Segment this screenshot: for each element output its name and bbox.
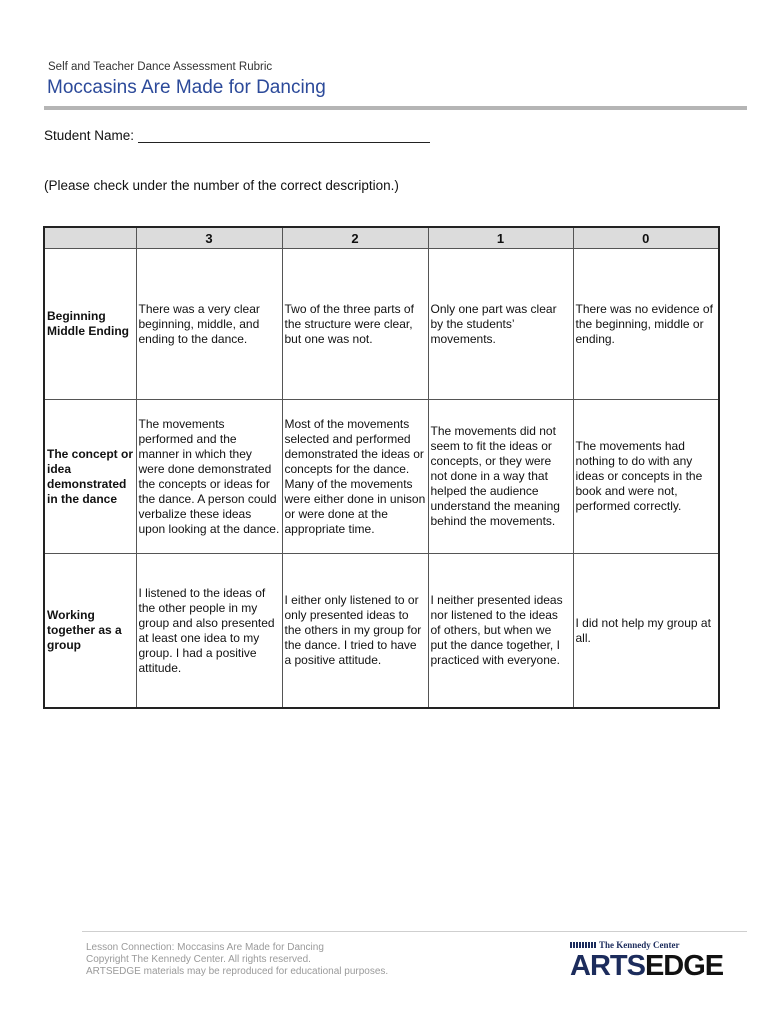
- rubric-cell-score-3[interactable]: There was a very clear beginning, middle, and ending to the dance.: [136, 249, 282, 400]
- doc-subtitle: Self and Teacher Dance Assessment Rubric: [48, 61, 273, 73]
- artsedge-arts-text: ARTS: [570, 950, 645, 982]
- student-name-field[interactable]: [138, 128, 430, 143]
- header-cell-score-0: 0: [573, 227, 719, 249]
- kennedy-center-wordmark: [570, 940, 680, 950]
- rubric-cell-score-2[interactable]: Most of the movements selected and performed demonstrated the ideas or concepts for the dance. Many of the movements were either done in unison or were done at the appropriate time.: [282, 400, 428, 554]
- criterion-cell: Beginning Middle Ending: [44, 249, 136, 400]
- criterion-cell: The concept or idea demonstrated in the dance: [44, 400, 136, 554]
- student-name-label: Student Name:: [44, 128, 135, 143]
- header-cell-score-2: 2: [282, 227, 428, 249]
- rubric-cell-score-1[interactable]: Only one part was clear by the students’ movements.: [428, 249, 573, 400]
- footer-reproduction-note: ARTSEDGE materials may be reproduced for educational purposes.: [86, 966, 389, 977]
- artsedge-wordmark: [570, 950, 723, 982]
- header-divider: [44, 106, 747, 110]
- rubric-cell-score-2[interactable]: Two of the three parts of the structure were clear, but one was not.: [282, 249, 428, 400]
- rubric-cell-score-1[interactable]: I neither presented ideas nor listened to the ideas of others, but when we put the dance together, I practiced with everyone.: [428, 554, 573, 709]
- rubric-table: [43, 226, 720, 709]
- header-cell-blank: [44, 227, 136, 249]
- header-cell-score-1: 1: [428, 227, 573, 249]
- rubric-cell-score-3[interactable]: The movements performed and the manner in which they were done demonstrated the concepts or ideas for the dance. A person could verbalize these ideas upon looking at the dance.: [136, 400, 282, 554]
- student-name-row: [44, 128, 430, 143]
- rubric-cell-score-1[interactable]: The movements did not seem to fit the ideas or concepts, or they were not done in a way that helped the audience understand the meaning behind the movements.: [428, 400, 573, 554]
- rubric-cell-score-3[interactable]: I listened to the ideas of the other people in my group and also presented at least one idea to my group. I had a positive attitude.: [136, 554, 282, 709]
- instructions: (Please check under the number of the correct description.): [44, 178, 399, 193]
- footer-copyright: Copyright The Kennedy Center. All rights reserved.: [86, 954, 311, 965]
- rubric-row-beginning-middle-ending: [44, 249, 719, 400]
- rubric-header-row: [44, 227, 719, 249]
- footer-lesson-connection: Lesson Connection: Moccasins Are Made for Dancing: [86, 942, 324, 953]
- rubric-cell-score-2[interactable]: I either only listened to or only presented ideas to the others in my group for the dance. I tried to have a positive attitude.: [282, 554, 428, 709]
- kennedy-center-bars-icon: [570, 942, 596, 948]
- rubric-cell-score-0[interactable]: I did not help my group at all.: [573, 554, 719, 709]
- footer: [86, 942, 388, 978]
- doc-title: Moccasins Are Made for Dancing: [47, 77, 326, 98]
- kennedy-center-label: The Kennedy Center: [599, 940, 680, 950]
- rubric-row-working-together: [44, 554, 719, 709]
- header-cell-score-3: 3: [136, 227, 282, 249]
- rubric-row-concept: [44, 400, 719, 554]
- criterion-cell: Working together as a group: [44, 554, 136, 709]
- footer-divider: [82, 931, 747, 932]
- artsedge-logo: [570, 940, 724, 986]
- artsedge-edge-text: EDGE: [644, 950, 724, 982]
- rubric-cell-score-0[interactable]: There was no evidence of the beginning, middle or ending.: [573, 249, 719, 400]
- rubric-cell-score-0[interactable]: The movements had nothing to do with any ideas or concepts in the book and were not, performed correctly.: [573, 400, 719, 554]
